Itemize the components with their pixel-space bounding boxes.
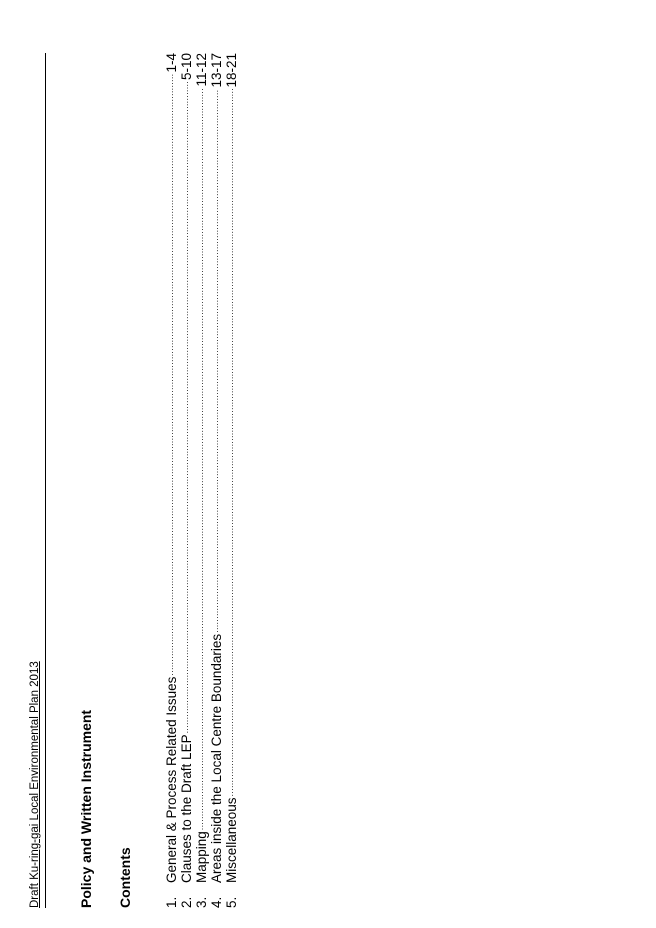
toc-item-title: Mapping	[194, 831, 209, 883]
toc-item-title: Areas inside the Local Centre Boundaries	[209, 633, 224, 883]
running-header	[26, 53, 46, 908]
toc-item-number: 5.	[224, 896, 239, 908]
document-title: Policy and Written Instrument	[78, 709, 94, 908]
toc-item-pages: 18-21	[224, 53, 239, 88]
header-title: Draft Ku-ring-gai Local Environmental Plan 2013	[29, 661, 41, 908]
table-of-contents	[161, 53, 239, 908]
toc-dot-leader	[206, 89, 221, 633]
toc-item[interactable]	[161, 53, 179, 908]
toc-item[interactable]	[176, 53, 194, 908]
toc-item-pages: 1-4	[164, 53, 179, 73]
toc-dot-leader	[221, 89, 236, 797]
toc-item-number: 4.	[209, 896, 224, 908]
toc-item-number: 3.	[194, 896, 209, 908]
toc-dot-leader	[161, 74, 176, 676]
toc-item-title: Miscellaneous	[224, 797, 239, 883]
toc-dot-leader	[176, 81, 191, 733]
toc-item-title: Clauses to the Draft LEP	[179, 734, 194, 883]
toc-item-pages: 11-12	[194, 53, 209, 87]
rotated-page-content	[0, 28, 560, 908]
toc-item[interactable]	[191, 53, 209, 908]
toc-item-title: General & Process Related Issues	[164, 676, 179, 883]
toc-item-number: 1.	[164, 896, 179, 908]
toc-item-number: 2.	[179, 896, 194, 908]
contents-heading: Contents	[117, 847, 133, 908]
toc-item[interactable]	[206, 53, 224, 908]
toc-item-pages: 13-17	[209, 53, 224, 88]
toc-item-pages: 5-10	[179, 53, 194, 81]
toc-item[interactable]	[221, 53, 239, 908]
toc-dot-leader	[191, 88, 206, 831]
